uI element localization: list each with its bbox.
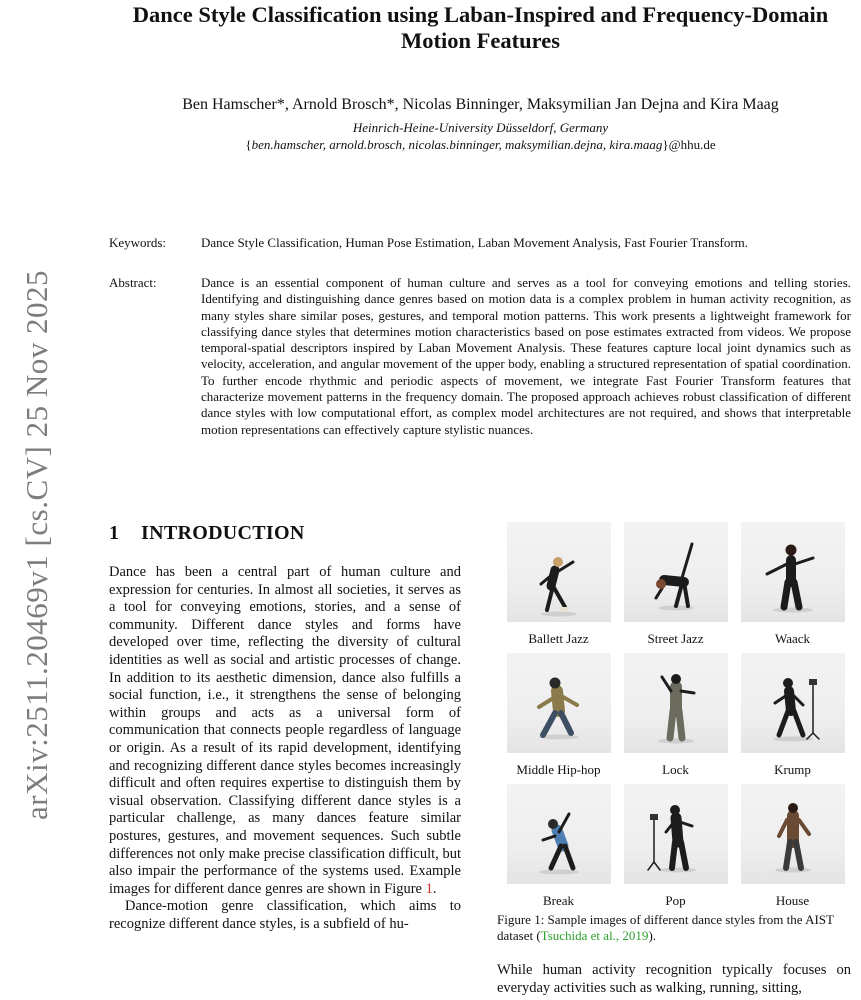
dancer-image-break [507, 784, 611, 884]
abstract-text: Dance is an essential component of human culture and serves as a tool for conveying emotions and telling stories. Identifying and distinguishing dance genres based on motion data is a complex problem in human activity recognition, as many styles share similar poses, gestures, and temporal motion patterns. This work presents a lightweight framework for classifying dance styles that determines motion characteristics based on pose estimates extracted from videos. We propose temporal-spatial descriptors inspired by Laban Movement Analysis. These features capture local joint dynamics such as velocity, acceleration, and angular movement of the upper body, enabling a structured representation of spatial coordination. To further encode rhythmic and periodic aspects of movement, we integrate Fast Fourier Transform features that characterize movement patterns in the frequency domain. The proposed approach achieves robust classification of different dance styles with low computational effort, as complex model architectures are not required, and shows that interpretable motion representations can effectively capture stylistic nuances. [201, 275, 851, 437]
figure-1-reference-link[interactable]: 1 [425, 880, 433, 897]
figure-1-grid [500, 522, 851, 911]
intro-paragraph-1 [109, 564, 461, 898]
figure-cell-ballett-jazz [500, 522, 617, 649]
intro-paragraph-2: Dance-motion genre classification, which aims to recognize different dance styles, is a subfield of hu- [109, 898, 461, 932]
figure-cell-waack [734, 522, 851, 649]
figure-label-krump: Krump [774, 762, 811, 777]
figure-cell-krump [734, 653, 851, 780]
email-names: ben.hamscher, arnold.brosch, nicolas.binninger, maksymilian.dejna, kira.maag [251, 137, 663, 152]
keywords-label: Keywords: [109, 235, 167, 250]
intro-p1-text: Dance has been a central part of human culture and expression for centuries. In almost all societies, it serves as a tool for conveying emotions, stories, and a sense of community. Different dance styles and forms have developed over time, reflecting the diversity of cultural identities as well as social and artistic processes of change. In addition to its aesthetic dimension, dance also fulfills a social function, i.e., it strengthens the sense of belonging within groups and acts as a universal form of communication that connects people regardless of language or origin. As a result of its rapid development, identifying and recognizing different dance styles becomes increasingly difficult and often requires expertise to distinguish them by visual observation. Classifying different dance styles is a particular challenge, as many dances feature similar postures, gestures, and movement sequences. Such subtle differences not only make precise classification difficult, but also impair the performance of the systems used. Example images for different dance genres are shown in Figure [109, 564, 461, 897]
affiliation: Heinrich-Heine-University Düsseldorf, Germany [352, 120, 609, 135]
arxiv-stamp [17, 250, 57, 840]
email-domain: }@hhu.de [662, 137, 716, 152]
email-brace-open: { [245, 137, 252, 152]
author-emails [100, 137, 861, 153]
figure-label-lock: Lock [662, 762, 689, 777]
figure-label-middle-hip-hop: Middle Hip-hop [516, 762, 601, 777]
figure-label-house: House [775, 893, 810, 908]
figure-1-caption [497, 912, 855, 944]
tsuchida-citation-link[interactable]: Tsuchida et al., 2019 [540, 928, 649, 943]
section-heading [109, 522, 305, 545]
figure-cell-house [734, 784, 851, 911]
figure-label-street-jazz: Street Jazz [647, 631, 704, 646]
figure-label-break: Break [542, 893, 575, 908]
figure-cell-street-jazz [617, 522, 734, 649]
figure-cell-middle-hip-hop [500, 653, 617, 780]
dancer-image-ballett-jazz [507, 522, 611, 622]
figure-label-ballett-jazz: Ballett Jazz [528, 631, 589, 646]
figure-cell-pop [617, 784, 734, 911]
intro-p1-end: . [432, 880, 437, 897]
figure-label-waack: Waack [774, 631, 811, 646]
intro-column [109, 564, 461, 933]
keywords-text: Dance Style Classification, Human Pose Estimation, Laban Movement Analysis, Fast Fourier Transform. [201, 235, 749, 250]
figure-cell-lock [617, 653, 734, 780]
figure-label-pop: Pop [665, 893, 686, 908]
dancer-image-waack [741, 522, 845, 622]
dancer-image-lock [624, 653, 728, 753]
paper-title: Dance Style Classification using Laban-Inspired and Frequency-Domain Motion Features [132, 2, 829, 53]
dancer-image-middle-hip-hop [507, 653, 611, 753]
dancer-image-pop [624, 784, 728, 884]
dancer-image-house [741, 784, 845, 884]
author-list: Ben Hamscher*, Arnold Brosch*, Nicolas Binninger, Maksymilian Jan Dejna and Kira Maag [182, 96, 779, 113]
figure-caption-end: ). [648, 928, 657, 943]
dancer-image-krump [741, 653, 845, 753]
arxiv-identifier: arXiv:2511.20469v1 [cs.CV] 25 Nov 2025 [19, 270, 54, 820]
dancer-image-street-jazz [624, 522, 728, 622]
right-column-text: While human activity recognition typically focuses on everyday activities such as walking, running, sitting, [497, 962, 851, 996]
figure-cell-break [500, 784, 617, 911]
figure-caption-text: Figure 1: Sample images of different dance styles from the AIST dataset ( [497, 912, 834, 943]
abstract-label: Abstract: [109, 275, 157, 290]
section-title: INTRODUCTION [141, 522, 305, 544]
section-number: 1 [109, 522, 120, 544]
